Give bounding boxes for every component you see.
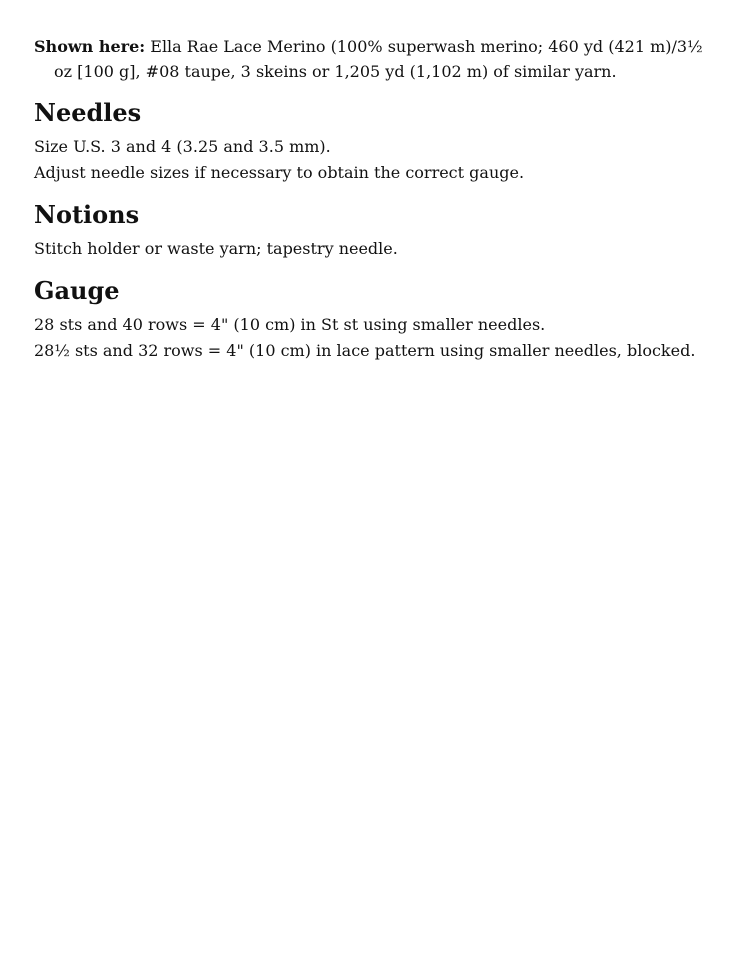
yarn-label: Shown here: [34, 37, 146, 56]
gauge-line-lace: 28½ sts and 32 rows = 4" (10 cm) in lace pattern using smaller needles, blocked. [34, 341, 696, 360]
notions-section [34, 200, 724, 262]
notions-heading: Notions [34, 200, 140, 229]
needles-line-size: Size U.S. 3 and 4 (3.25 and 3.5 mm). [34, 137, 331, 156]
yarn-paragraph [34, 34, 724, 84]
gauge-line-stockinette: 28 sts and 40 rows = 4" (10 cm) in St st using smaller needles. [34, 315, 546, 334]
gauge-heading: Gauge [34, 276, 120, 305]
notions-line: Stitch holder or waste yarn; tapestry needle. [34, 239, 398, 258]
pattern-materials-page [34, 34, 724, 364]
gauge-section [34, 276, 724, 364]
needles-heading: Needles [34, 98, 142, 127]
needles-section [34, 98, 724, 186]
needles-line-adjust: Adjust needle sizes if necessary to obtain the correct gauge. [34, 163, 525, 182]
yarn-description: Ella Rae Lace Merino (100% superwash merino; 460 yd (421 m)/3½ oz [100 g], #08 taupe, 3 skeins or 1,205 yd (1,102 m) of similar yarn. [54, 37, 703, 81]
